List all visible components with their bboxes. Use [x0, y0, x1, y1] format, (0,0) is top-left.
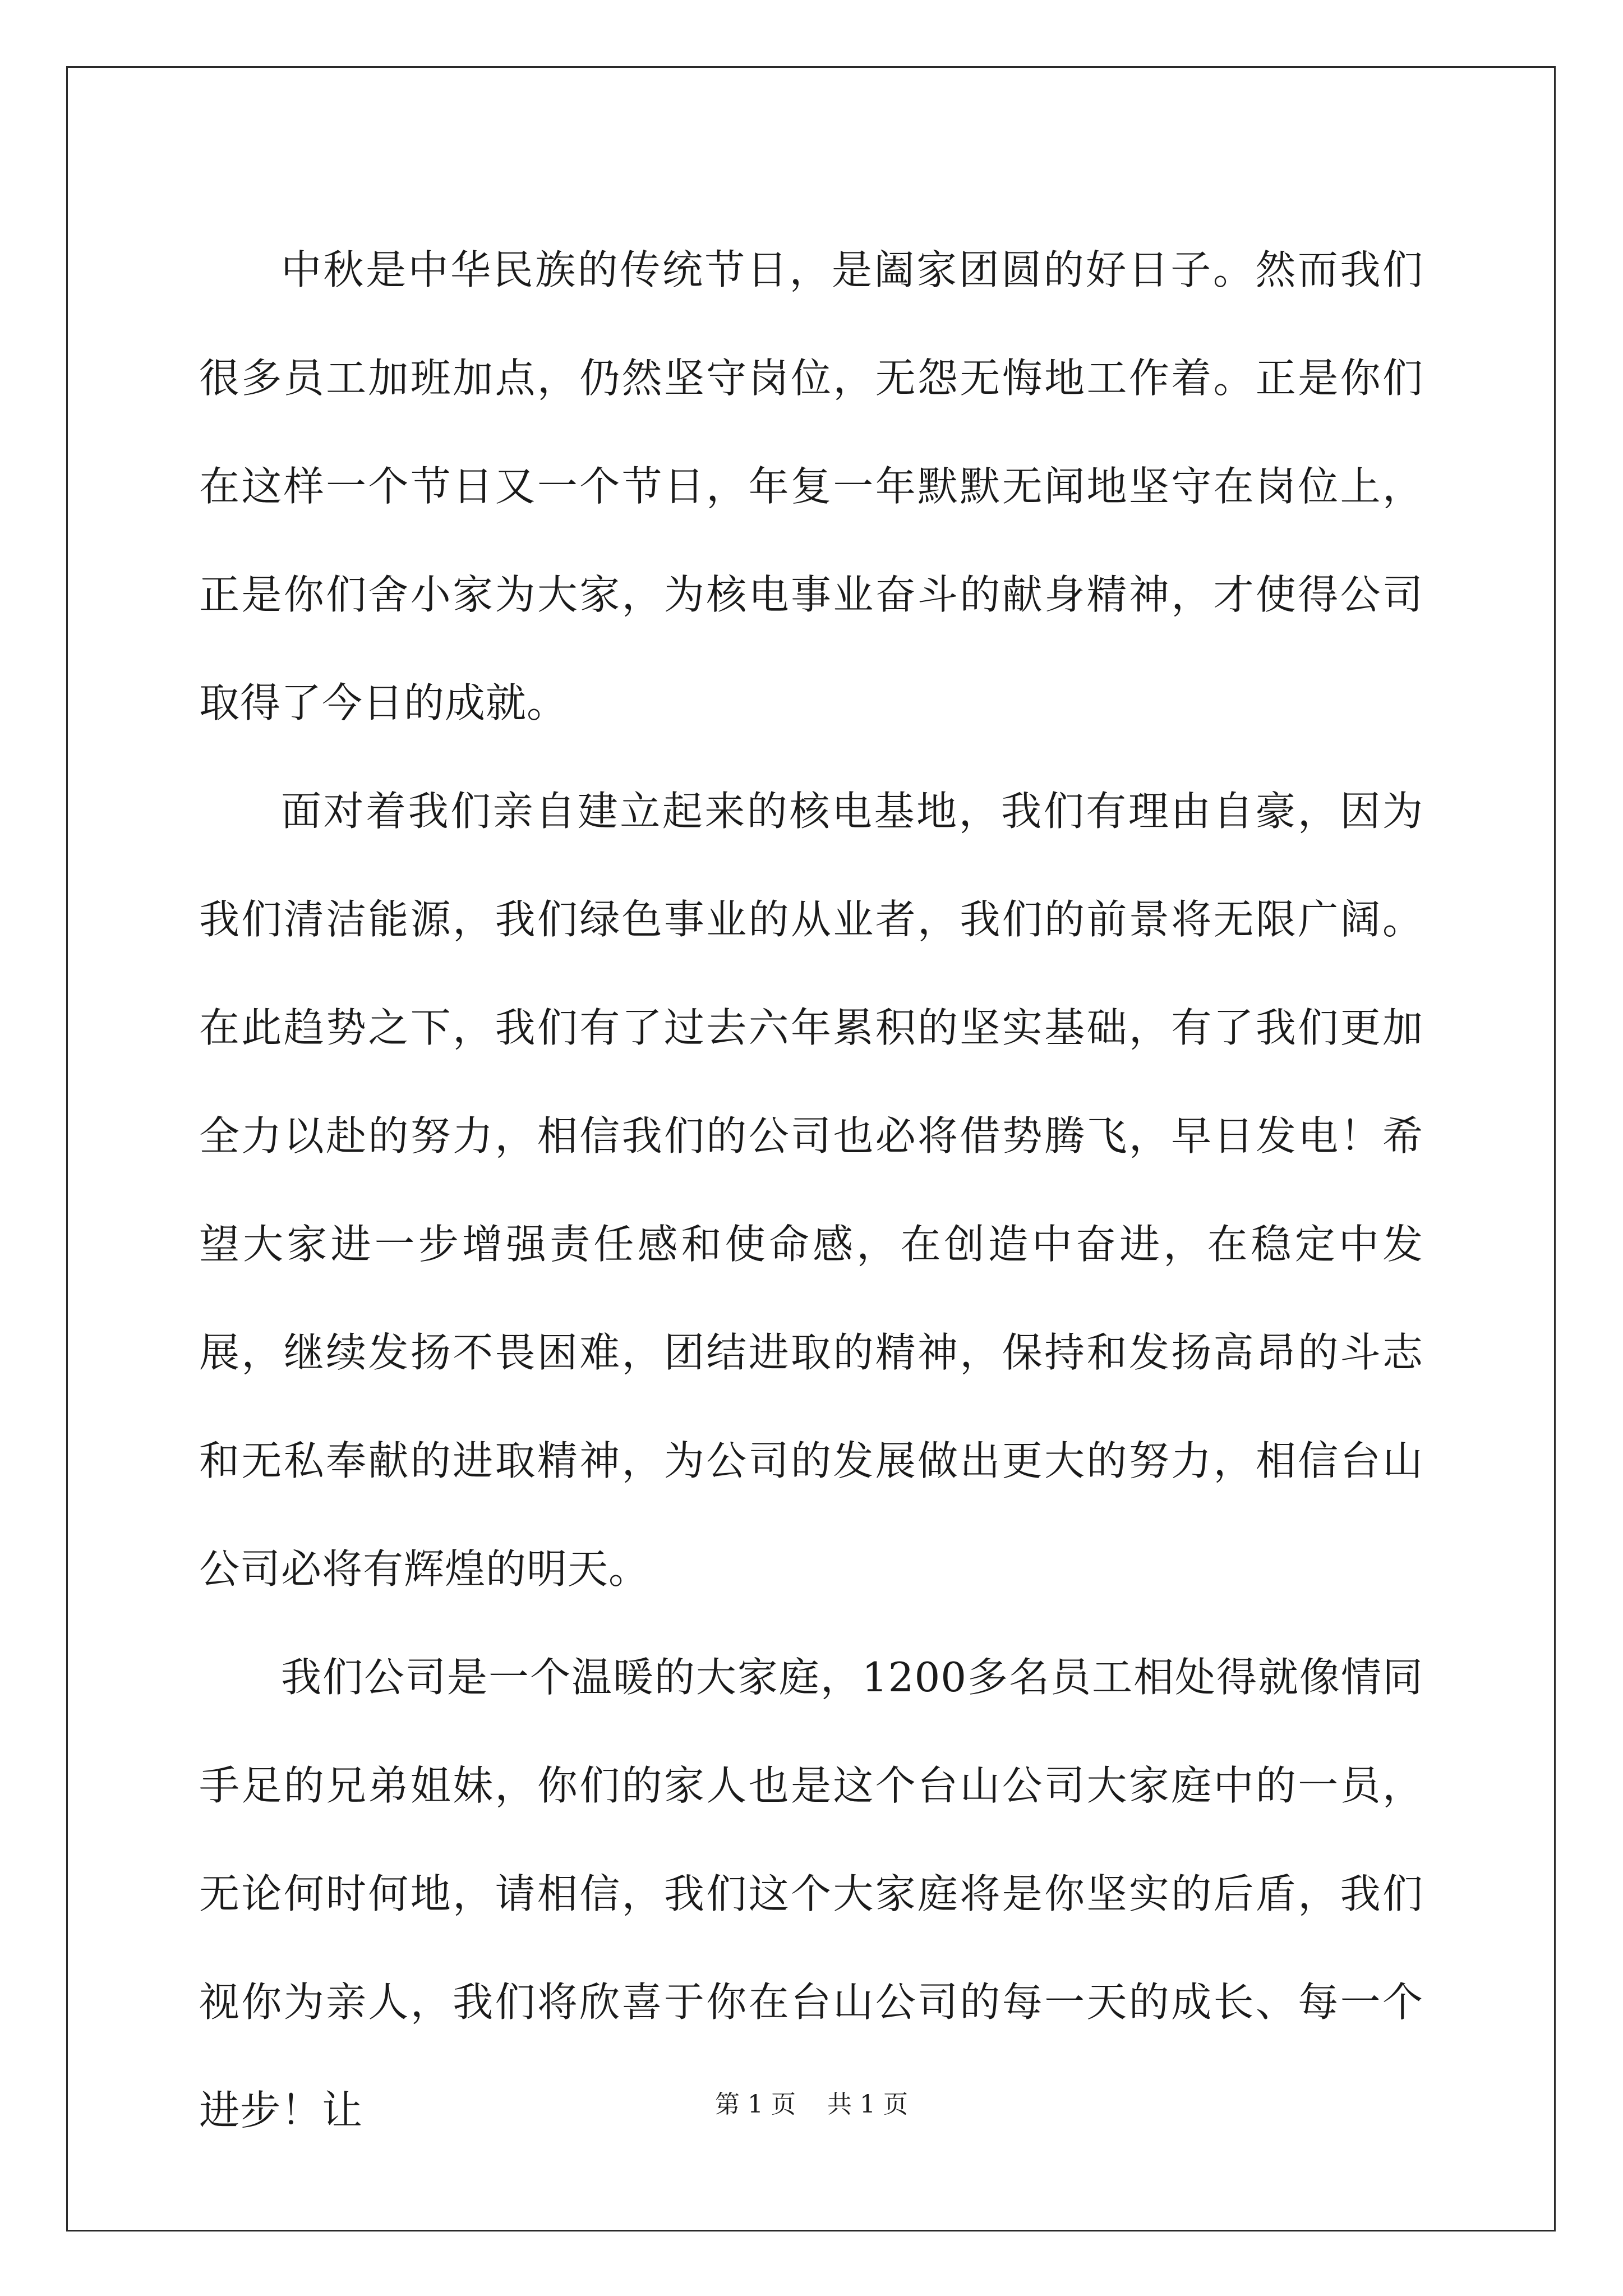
paragraph-1: 中秋是中华民族的传统节日，是阖家团圆的好日子。然而我们很多员工加班加点，仍然坚守岗位，无怨无悔地工作着。正是你们在这样一个节日又一个节日，年复一年默默无闻地坚守在岗位上，正是你们舍小家为大家，为核电事业奋斗的献身精神，才使得公司取得了今日的成就。 — [199, 246, 1423, 726]
paragraph-3: 我们公司是一个温暖的大家庭，1200多名员工相处得就像情同手足的兄弟姐妹，你们的家人也是这个台山公司大家庭中的一员，无论何时何地，请相信，我们这个大家庭将是你坚实的后盾，我们视你为亲人，我们将欣喜于你在台山公司的每一天的成长、每一个进步！让 — [199, 1654, 1423, 2134]
page-number: 第 1 页 — [715, 2090, 796, 2119]
document-body — [199, 216, 1423, 2165]
page-total: 共 1 页 — [827, 2090, 908, 2119]
paragraph-2: 面对着我们亲自建立起来的核电基地，我们有理由自豪，因为我们清洁能源，我们绿色事业的从业者，我们的前景将无限广阔。在此趋势之下，我们有了过去六年累积的坚实基础，有了我们更加全力以赴的努力，相信我们的公司也必将借势腾飞，早日发电！希望大家进一步增强责任感和使命感，在创造中奋进，在稳定中发展，继续发扬不畏困难，团结进取的精神，保持和发扬高昂的斗志和无私奉献的进取精神，为公司的发展做出更大的努力，相信台山公司必将有辉煌的明天。 — [199, 788, 1423, 1593]
page-footer — [0, 2088, 1623, 2122]
